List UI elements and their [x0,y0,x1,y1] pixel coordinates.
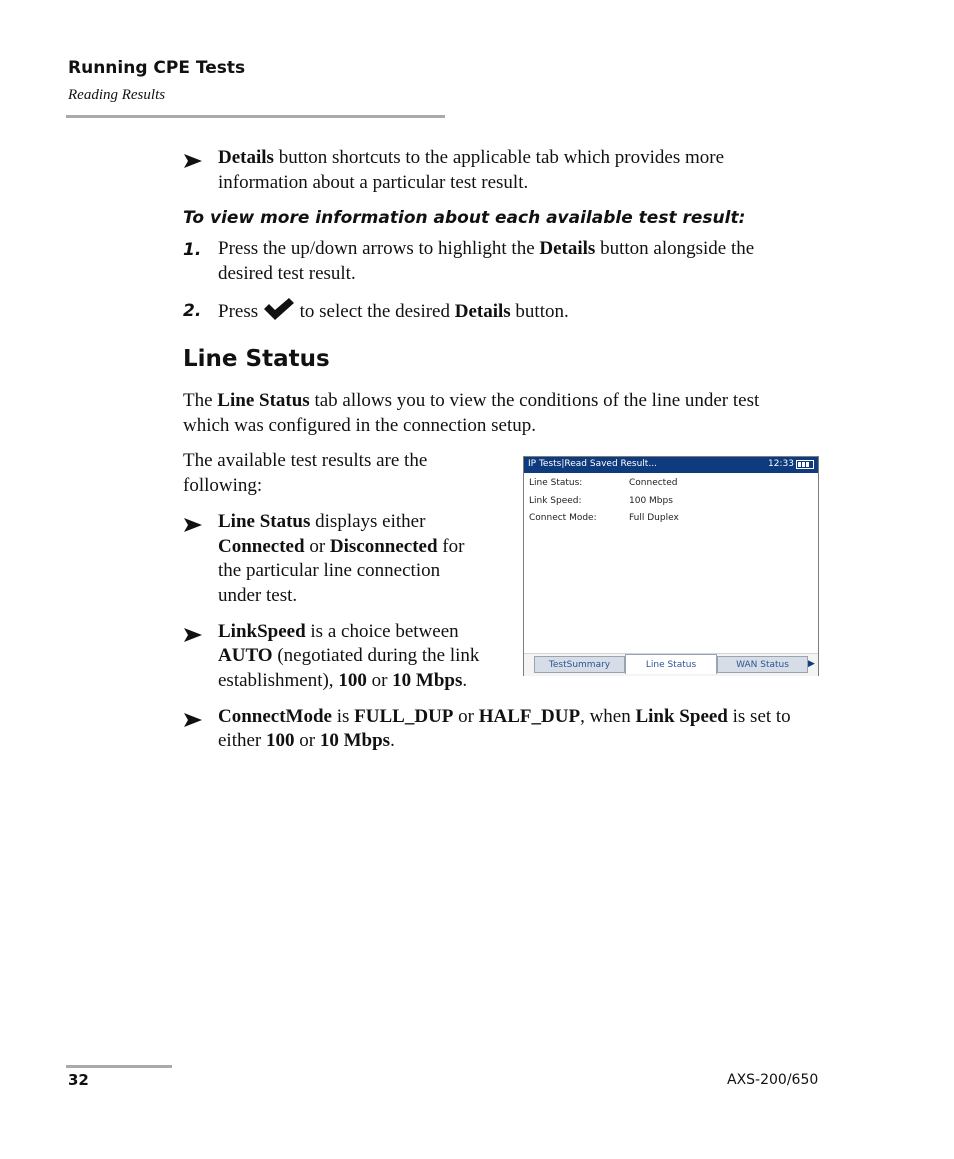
device-row-value: Connected [629,478,678,488]
device-tab-line-status[interactable]: Line Status [625,654,717,674]
step1-number: 1. [183,240,202,260]
intro-bullet-line1: Details button shortcuts to the applicable tab which provides more [218,147,725,168]
checkmark-icon [263,298,295,320]
header-rule [66,115,445,118]
device-screenshot [523,456,819,676]
battery-icon [796,460,814,469]
step2-number: 2. [183,301,202,321]
product-model: AXS-200/650 [727,1072,819,1088]
bullet3-line2: either 100 or 10 Mbps. [218,730,395,751]
procedure-title: To view more information about each available test result: [183,208,746,228]
step1-line1: Press the up/down arrows to highlight the Details button alongside the [218,238,755,259]
bullet-arrow-icon [184,154,202,168]
section-subtitle: Reading Results [68,87,166,103]
chapter-title: Running CPE Tests [68,58,246,78]
bullet-arrow-icon [184,713,202,727]
bullet1-line2: Connected or Disconnected for [218,536,465,557]
device-row-label: Link Speed: [529,496,582,506]
step1-line2: desired test result. [218,263,356,284]
device-tab-testsummary[interactable]: TestSummary [534,656,625,673]
available-line1: The available test results are the [183,450,428,471]
bullet1-line4: under test. [218,585,298,606]
device-title: IP Tests|Read Saved Result... [528,459,657,469]
available-line2: following: [183,475,263,496]
device-tab-wan-status[interactable]: WAN Status [717,656,808,673]
section-para-line1: The Line Status tab allows you to view the conditions of the line under test [183,390,760,411]
step2-text: Press to select the desired Details button. [218,298,569,325]
device-row-label: Line Status: [529,478,583,488]
bullet3-line1: ConnectMode is FULL_DUP or HALF_DUP, when Link Speed is set to [218,706,791,727]
bullet2-line1: LinkSpeed is a choice between [218,621,459,642]
device-row-label: Connect Mode: [529,513,597,523]
bullet2-line3: establishment), 100 or 10 Mbps. [218,670,468,691]
device-tab-bar [524,653,818,676]
section-heading: Line Status [183,346,330,372]
intro-bullet-line2: information about a particular test result. [218,172,529,193]
bullet1-line1: Line Status displays either [218,511,426,532]
bullet-arrow-icon [184,518,202,532]
section-para-line2: which was configured in the connection setup. [183,415,536,436]
page-number: 32 [68,1071,89,1089]
bullet1-line3: the particular line connection [218,560,441,581]
footer-rule [66,1065,172,1068]
device-title-bar [524,457,818,473]
tab-scroll-right-icon[interactable]: ▶ [808,659,815,669]
device-row-value: 100 Mbps [629,496,673,506]
device-clock: 12:33 [768,459,794,469]
bullet-arrow-icon [184,628,202,642]
device-row-value: Full Duplex [629,513,679,523]
bullet2-line2: AUTO (negotiated during the link [218,645,480,666]
